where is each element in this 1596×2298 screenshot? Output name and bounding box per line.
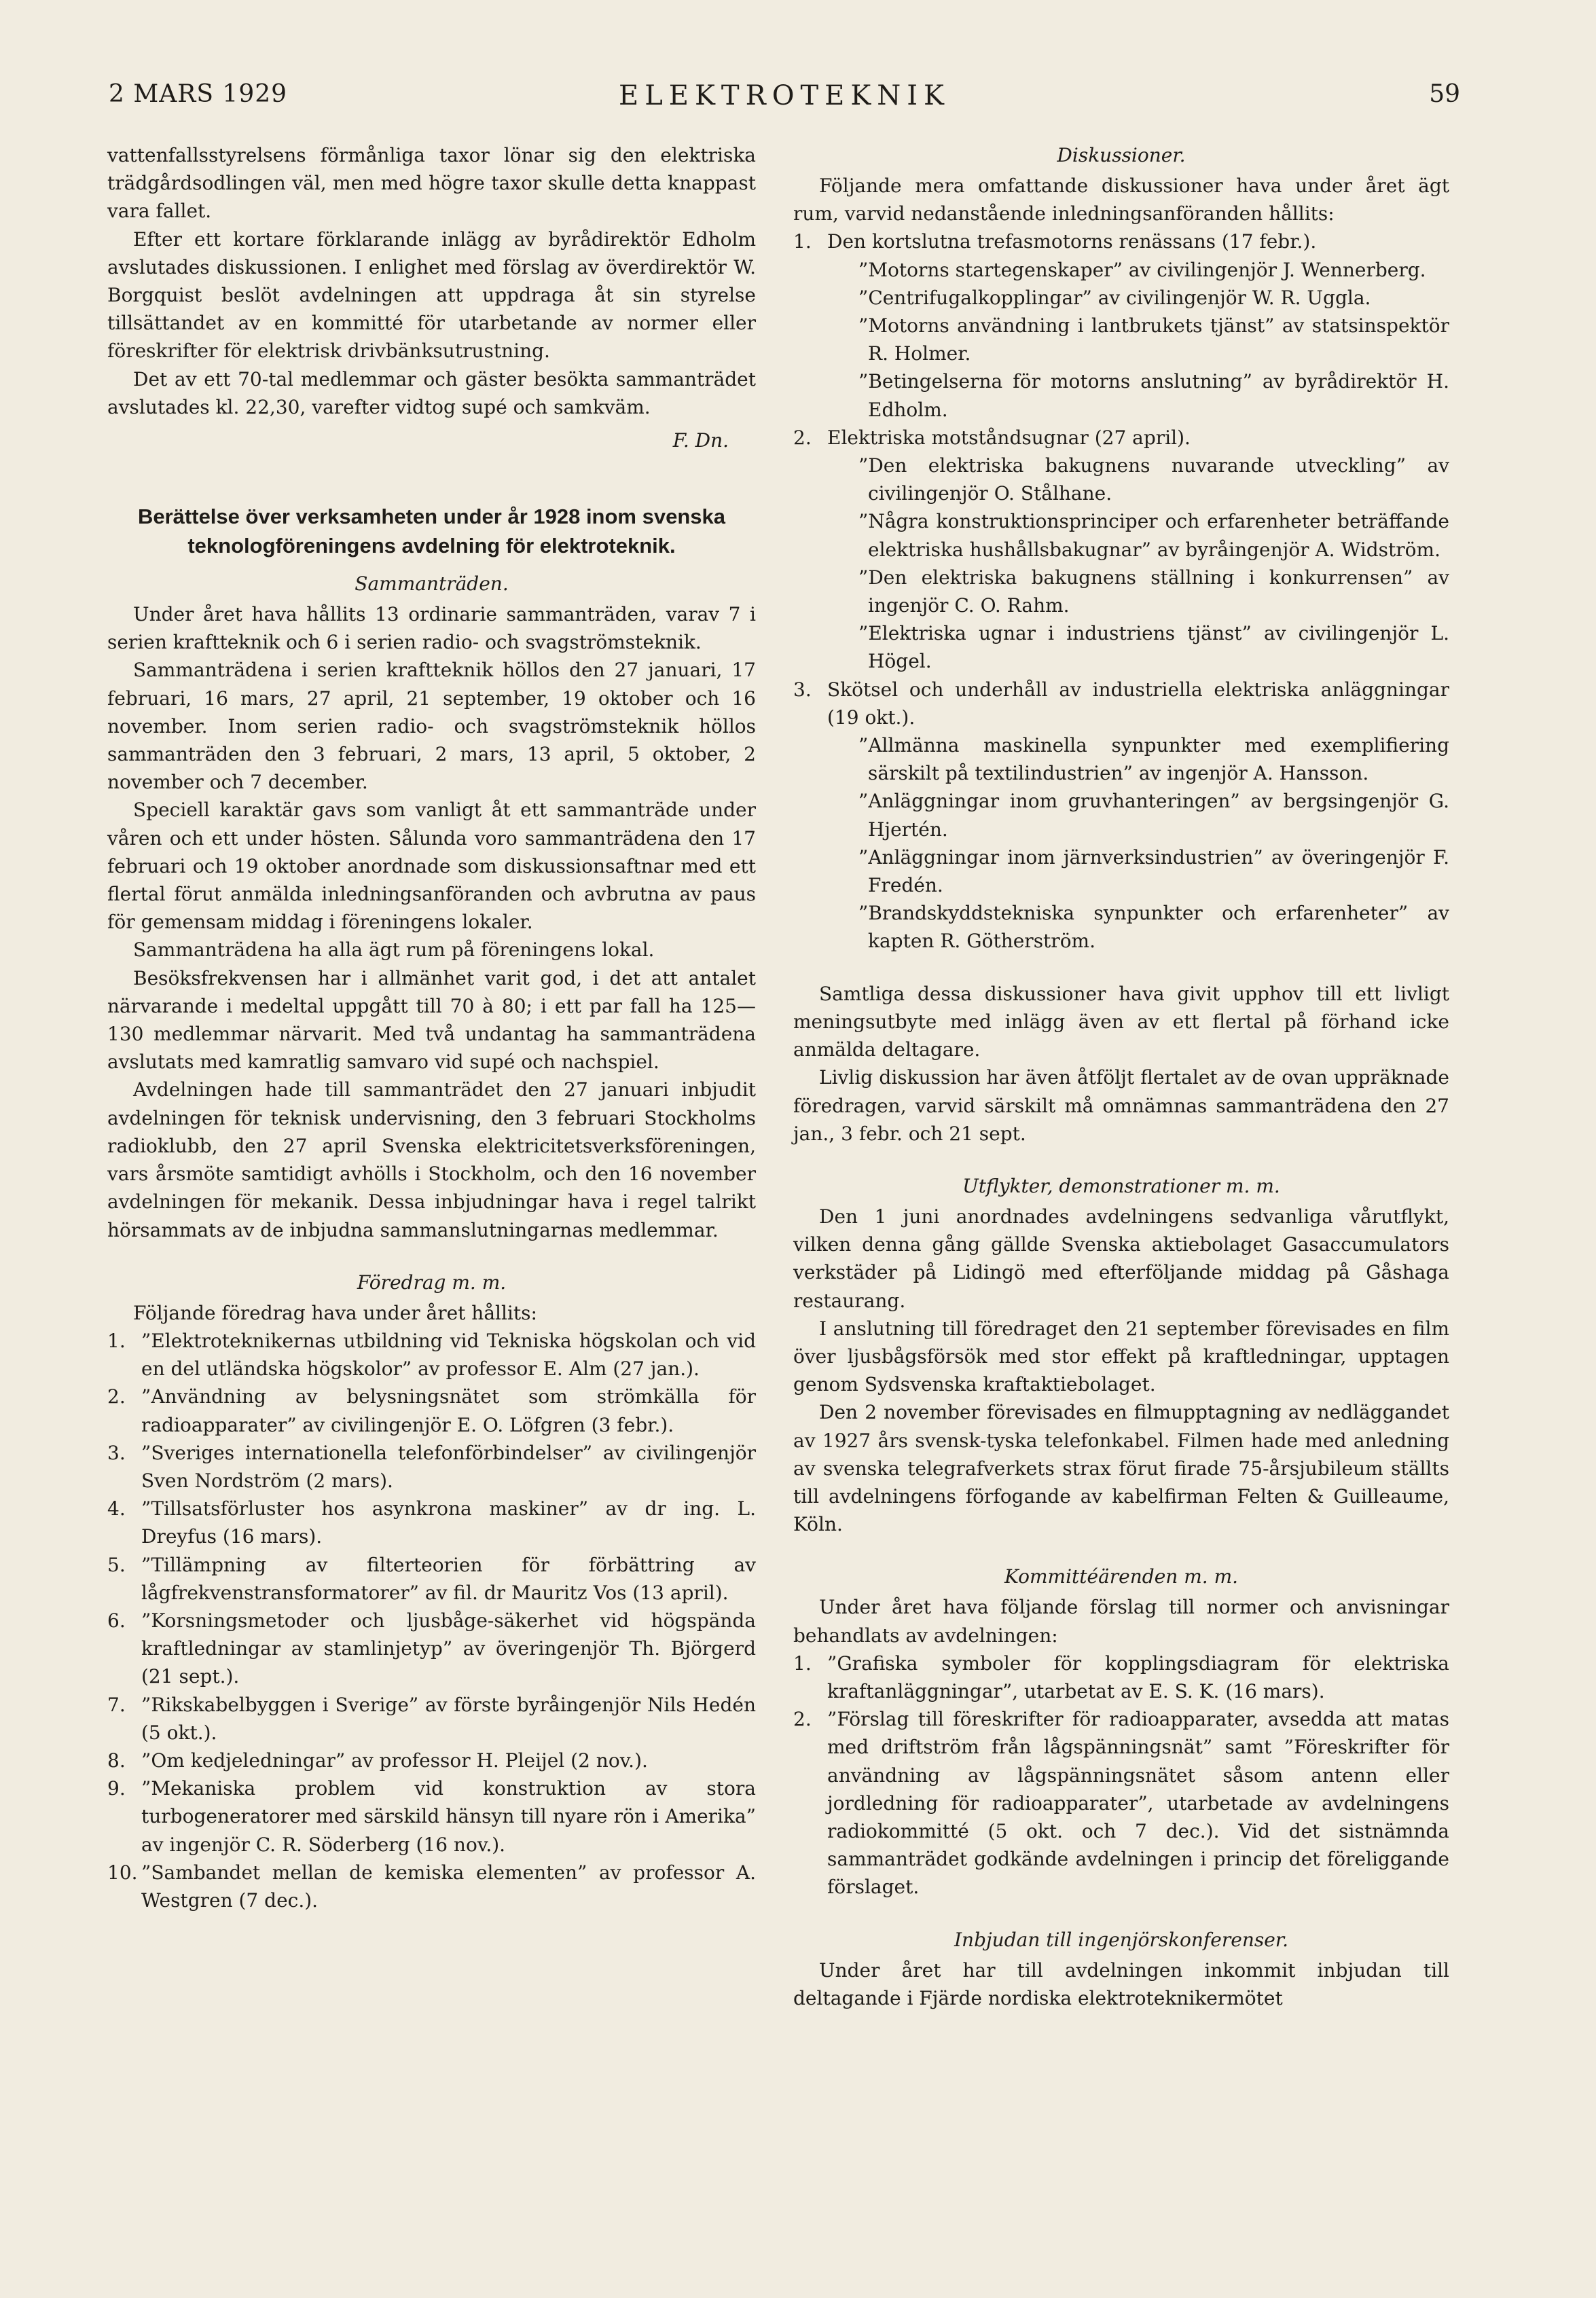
- discussion-talk: ”Motorns användning i lantbrukets tjänst” av statsinspektör R. Holmer.: [858, 314, 1449, 365]
- lecture-item: [107, 1439, 756, 1495]
- lecture-item: [107, 1747, 756, 1774]
- discussion-talk: ”Anläggningar inom järnverksindustrien” av överingenjör F. Fredén.: [858, 845, 1449, 897]
- list-text: ”Om kedjeledningar” av professor H. Pleijel (2 nov.).: [141, 1749, 648, 1772]
- lecture-item: [107, 1551, 756, 1607]
- lecture-item: [107, 1774, 756, 1859]
- list-text: ”Tillsatsförluster hos asynkrona maskiner” av dr ing. L. Dreyfus (16 mars).: [141, 1497, 756, 1548]
- paragraph: Följande mera omfattande diskussioner hava under året ägt rum, varvid nedanstående inledningsanföranden hållits:: [793, 175, 1449, 225]
- discussion-talk: ”Några konstruktionsprinciper och erfarenheter beträffande elektriska hushållsbakugnar” av byråingenjör A. Widström.: [858, 510, 1449, 561]
- lecture-list: [107, 1327, 756, 1914]
- list-text: ”Rikskabelbyggen i Sverige” av förste byråingenjör Nils Hedén (5 okt.).: [141, 1693, 756, 1744]
- paragraph: Sammanträdena ha alla ägt rum på föreningens lokal.: [133, 938, 655, 962]
- committee-list: [793, 1649, 1449, 1901]
- list-number: 2.: [793, 1708, 812, 1731]
- discussion-item: [793, 227, 1449, 255]
- list-number: 2.: [107, 1385, 126, 1408]
- list-number: 4.: [107, 1497, 126, 1520]
- discussion-talk: ”Den elektriska bakugnens ställning i konkurrensen” av ingenjör C. O. Rahm.: [858, 566, 1449, 617]
- lecture-item: [107, 1495, 756, 1550]
- list-number: 10.: [107, 1861, 138, 1884]
- discussion-group: [793, 424, 1449, 452]
- paragraph: Den 1 juni anordnades avdelningens sedvanliga vårutflykt, vilken denna gång gällde Svenska aktiebolaget Gasaccumulators verkstäder på Lidingö med efterföljande middag på Gåshaga restaurang.: [793, 1205, 1449, 1312]
- list-text: ”Tillämpning av filterteorien för förbättring av lågfrekvenstransformatorer” av fil. dr Mauritz Vos (13 april).: [141, 1553, 756, 1604]
- paragraph: Livlig diskussion har även åtföljt flertalet av de ovan uppräknade föredragen, varvid särskilt må omnämnas sammanträdena den 27 jan., 3 febr. och 21 sept.: [793, 1066, 1449, 1145]
- committee-item: [793, 1705, 1449, 1901]
- lecture-item: [107, 1327, 756, 1383]
- paragraph: Speciell karaktär gavs som vanligt åt ett sammanträde under våren och ett under hösten. Sålunda voro sammanträdena den 17 februari och 19 oktober anordnade som diskussionsaftnar med ett flertal förut anmälda inledningsanföranden och avbrutna av paus för gemensam middag i föreningens lokaler.: [107, 799, 756, 934]
- list-number: 8.: [107, 1749, 126, 1772]
- list-text: ”Korsningsmetoder och ljusbåge-säkerhet vid högspända kraftledningar av stamlinjetyp” av överingenjör Th. Björgerd (21 sept.).: [141, 1609, 756, 1688]
- section-heading-utflykter: Utflykter, demonstrationer m. m.: [962, 1174, 1280, 1197]
- discussion-talk: ”Den elektriska bakugnens nuvarande utveckling” av civilingenjör O. Stålhane.: [858, 454, 1449, 505]
- discussion-group: [793, 227, 1449, 255]
- left-column: [107, 141, 756, 1914]
- section-heading-diskussioner: Diskussioner.: [1057, 144, 1186, 166]
- lecture-item: [107, 1383, 756, 1438]
- section-heading-foredrag: Föredrag m. m.: [357, 1271, 507, 1294]
- discussion-talk: ”Brandskyddstekniska synpunkter och erfarenheter” av kapten R. Götherström.: [858, 902, 1449, 953]
- paragraph: Avdelningen hade till sammanträdet den 27 januari inbjudit avdelningen för teknisk undervisning, den 3 februari Stockholms radioklubb, den 27 april Svenska elektricitetsverksföreningen, vars årsmöte samtidigt avhölls i Stockholm, och den 16 november avdelningen för mekanik. Dessa inbjudningar hava i regel talrikt hörsammats av de inbjudna sammanslutningarnas medlemmar.: [107, 1078, 756, 1241]
- discussion-talk: ”Elektriska ugnar i industriens tjänst” av civilingenjör L. Högel.: [858, 622, 1449, 673]
- list-text: ”Sveriges internationella telefonförbindelser” av civilingenjör Sven Nordström (2 mars).: [141, 1441, 756, 1492]
- paragraph: I anslutning till föredraget den 21 september förevisades en film över ljusbågsförsök med stor effekt på kraftledningar, upptagen genom Sydsvenska kraftaktiebolaget.: [793, 1317, 1449, 1396]
- issue-date: 2 MARS 1929: [109, 80, 288, 108]
- discussion-list: [793, 227, 1449, 955]
- discussion-talk: ”Centrifugalkopplingar” av civilingenjör W. R. Uggla.: [858, 286, 1371, 309]
- paragraph: Under året har till avdelningen inkommit inbjudan till deltagande i Fjärde nordiska elektroteknikermötet: [793, 1958, 1449, 2009]
- committee-item: [793, 1649, 1449, 1705]
- discussion-talk: ”Allmänna maskinella synpunkter med exemplifiering särskilt på textilindustrien” av ingenjör A. Hansson.: [858, 734, 1449, 785]
- journal-title: ELEKTROTEKNIK: [619, 80, 950, 111]
- author-signature: F. Dn.: [672, 429, 729, 452]
- list-number: 6.: [107, 1609, 126, 1632]
- discussion-item: [793, 424, 1449, 452]
- list-number: 2.: [793, 426, 812, 449]
- paragraph: Det av ett 70-tal medlemmar och gäster besökta sammanträdet avslutades kl. 22,30, varefter vidtog supé och samkväm.: [107, 367, 756, 418]
- section-heading-sammantraden: Sammanträden.: [355, 572, 509, 596]
- paragraph: vattenfallsstyrelsens förmånliga taxor lönar sig den elektriska trädgårdsodlingen väl, men med högre taxor skulle detta knappast vara fallet.: [107, 144, 756, 223]
- discussion-talk: ”Anläggningar inom gruvhanteringen” av bergsingenjör G. Hjertén.: [858, 790, 1449, 841]
- lecture-item: [107, 1859, 756, 1914]
- list-number: 9.: [107, 1777, 126, 1800]
- article-heading: Berättelse över verksamheten under år 1928 inom svenska teknologföreningens avdelning för elektroteknik.: [137, 505, 725, 558]
- list-text: Den kortslutna trefasmotorns renässans (17 febr.).: [827, 230, 1317, 253]
- paragraph: Den 2 november förevisades en filmupptagning av nedläggandet av 1927 års svensk-tyska telefonkabel. Filmen hade med anledning av svenska telegrafverkets strax förut firade 75-årsjubileum ställts till avdelningens förfogande av kabelfirman Felten & Guilleaume, Köln.: [793, 1401, 1449, 1536]
- list-text: ”Grafiska symboler för kopplingsdiagram för elektriska kraftanläggningar”, utarbetat av E. S. K. (16 mars).: [827, 1652, 1449, 1702]
- page-header: [109, 80, 1460, 128]
- section-heading-inbjudan: Inbjudan till ingenjörskonferenser.: [954, 1928, 1289, 1951]
- paragraph: Samtliga dessa diskussioner hava givit upphov till ett livligt meningsutbyte med inlägg även av ett flertal på förhand icke anmälda deltagare.: [793, 982, 1449, 1061]
- list-number: 1.: [793, 1652, 812, 1675]
- page-number: 59: [1429, 80, 1460, 108]
- paragraph: Under året hava följande förslag till normer och anvisningar behandlats av avdelningen:: [793, 1596, 1449, 1647]
- list-text: ”Förslag till föreskrifter för radioapparater, avsedda att matas med driftström från lågspänningsnät” samt ”Föreskrifter för användning av lågspänningsnätet såsom antenn eller jordledning för radioapparater”, utarbetade av avdelningens radiokommitté (5 okt. och 7 dec.). Vid det sistnämnda sammanträdet godkände avdelningen i princip det föreliggande förslaget.: [827, 1708, 1449, 1899]
- lecture-item: [107, 1607, 756, 1691]
- paragraph: Besöksfrekvensen har i allmänhet varit god, i det att antalet närvarande i medeltal uppgått till 70 à 80; i ett par fall ha 125—130 medlemmar närvarit. Med två undantag ha sammanträdena avslutats med kamratlig samvaro vid supé och nachspiel.: [107, 966, 756, 1074]
- list-number: 1.: [793, 230, 812, 253]
- paragraph: Följande föredrag hava under året hållits:: [133, 1301, 537, 1324]
- list-text: ”Användning av belysningsnätet som strömkälla för radioapparater” av civilingenjör E. O. Löfgren (3 febr.).: [141, 1385, 756, 1436]
- section-heading-kommitte: Kommittéärenden m. m.: [1004, 1565, 1239, 1588]
- list-text: ”Elektroteknikernas utbildning vid Tekniska högskolan och vid en del utländska högskolor” av professor E. Alm (27 jan.).: [141, 1329, 756, 1381]
- paragraph: Sammanträdena i serien kraftteknik höllos den 27 januari, 17 februari, 16 mars, 27 april, 21 september, 19 oktober och 16 november. Inom serien radio- och svagströmsteknik höllos sammanträden den 3 februari, 2 mars, 13 april, 5 oktober, 2 november och 7 december.: [107, 659, 756, 794]
- list-text: Elektriska motståndsugnar (27 april).: [827, 426, 1191, 449]
- list-text: ”Sambandet mellan de kemiska elementen” av professor A. Westgren (7 dec.).: [141, 1861, 756, 1912]
- discussion-talk: ”Betingelserna för motorns anslutning” av byrådirektör H. Edholm.: [858, 370, 1449, 421]
- paragraph: Under året hava hållits 13 ordinarie sammanträden, varav 7 i serien kraftteknik och 6 i serien radio- och svagströmsteknik.: [107, 603, 756, 654]
- list-number: 7.: [107, 1693, 126, 1716]
- list-number: 1.: [107, 1329, 126, 1352]
- paragraph: Efter ett kortare förklarande inlägg av byrådirektör Edholm avslutades diskussionen. I enlighet med förslag av överdirektör W. Borgquist beslöt avdelningen att uppdraga åt sin styrelse tillsättandet av en kommitté för utarbetande av normer eller föreskrifter för elektrisk drivbänksutrustning.: [107, 227, 756, 363]
- right-column: [793, 141, 1449, 2012]
- lecture-item: [107, 1691, 756, 1747]
- discussion-item: [793, 676, 1449, 731]
- list-number: 3.: [793, 678, 812, 701]
- list-number: 3.: [107, 1441, 126, 1464]
- discussion-group: [793, 676, 1449, 731]
- list-text: ”Mekaniska problem vid konstruktion av stora turbogeneratorer med särskild hänsyn till nyare rön i Amerika” av ingenjör C. R. Söderberg (16 nov.).: [141, 1777, 756, 1856]
- list-text: Skötsel och underhåll av industriella elektriska anläggningar (19 okt.).: [827, 678, 1449, 729]
- list-number: 5.: [107, 1553, 126, 1576]
- discussion-talk: ”Motorns startegenskaper” av civilingenjör J. Wennerberg.: [858, 258, 1426, 281]
